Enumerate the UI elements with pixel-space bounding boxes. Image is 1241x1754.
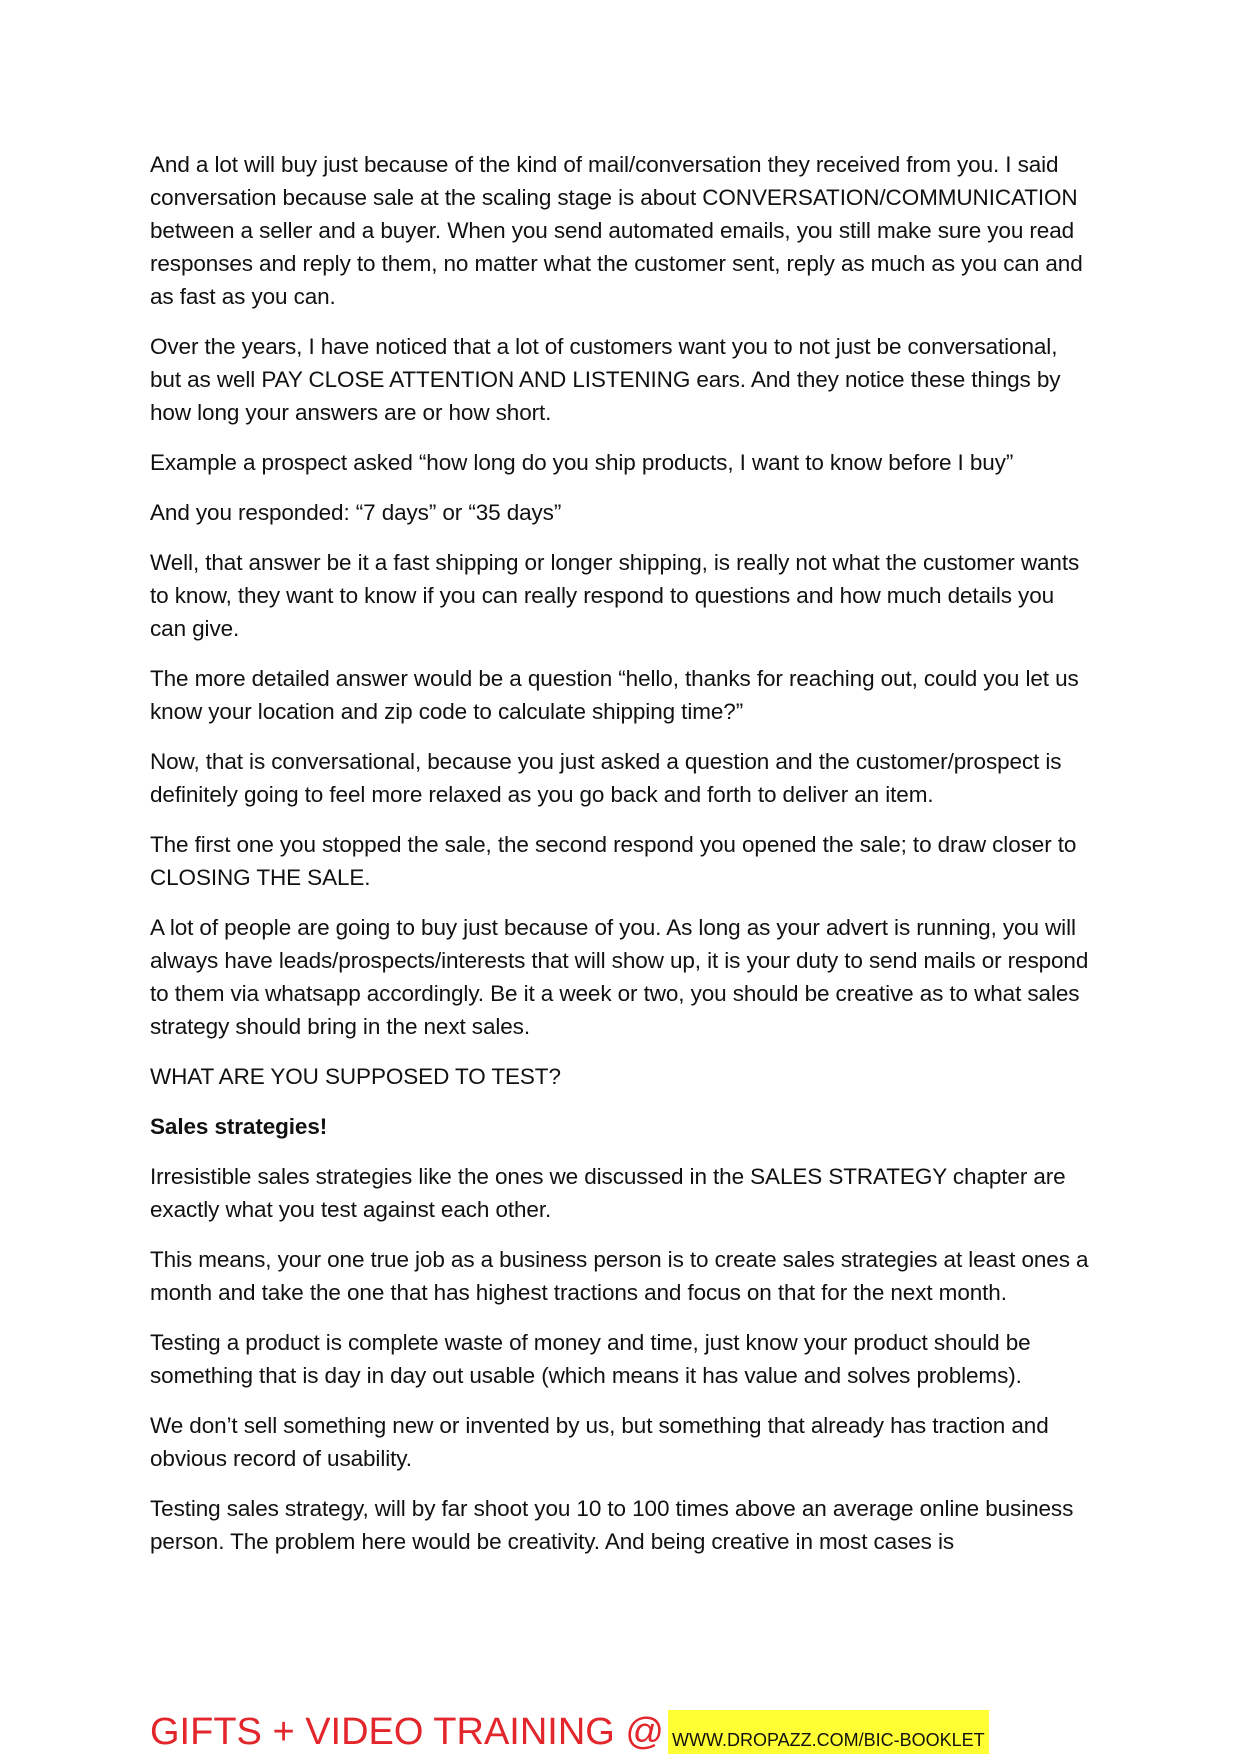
paragraph: This means, your one true job as a business person is to create sales strategies at least ones a month and take the one that has highest tractions and focus on that for the next month. <box>150 1247 1089 1305</box>
paragraph: And a lot will buy just because of the kind of mail/conversation they received from you. I said conversation because sale at the scaling stage is about CONVERSATION/COMMUNICATION between a seller and a buyer. When you send automated emails, you still make sure you read responses and reply to them, no matter what the customer sent, reply as much as you can and as fast as you can. <box>150 152 1083 309</box>
section-heading: Sales strategies! <box>150 1114 328 1139</box>
body-text <box>150 148 1090 1575</box>
footer-promo-text: GIFTS + VIDEO TRAINING @ <box>150 1711 665 1753</box>
paragraph: Irresistible sales strategies like the ones we discussed in the SALES STRATEGY chapter are exactly what you test against each other. <box>150 1164 1066 1222</box>
paragraph: Well, that answer be it a fast shipping or longer shipping, is really not what the customer wants to know, they want to know if you can really respond to questions and how much details you can give. <box>150 550 1080 641</box>
paragraph: A lot of people are going to buy just because of you. As long as your advert is running, you will always have leads/prospects/interests that will show up, it is your duty to send mails or respond to them via whatsapp accordingly. Be it a week or two, you should be creative as to what sales strategy should bring in the next sales. <box>150 915 1089 1039</box>
footer-website-link[interactable]: WWW.DROPAZZ.COM/BIC-BOOKLET <box>668 1710 989 1754</box>
paragraph: Testing sales strategy, will by far shoot you 10 to 100 times above an average online business person. The problem here would be creativity. And being creative in most cases is <box>150 1496 1074 1554</box>
paragraph: And you responded: “7 days” or “35 days” <box>150 500 562 525</box>
paragraph: The first one you stopped the sale, the second respond you opened the sale; to draw closer to CLOSING THE SALE. <box>150 832 1077 890</box>
paragraph: The more detailed answer would be a question “hello, thanks for reaching out, could you let us know your location and zip code to calculate shipping time?” <box>150 666 1079 724</box>
paragraph: Now, that is conversational, because you just asked a question and the customer/prospect is definitely going to feel more relaxed as you go back and forth to deliver an item. <box>150 749 1062 807</box>
paragraph: Testing a product is complete waste of money and time, just know your product should be something that is day in day out usable (which means it has value and solves problems). <box>150 1330 1031 1388</box>
paragraph: Example a prospect asked “how long do you ship products, I want to know before I buy” <box>150 450 1014 475</box>
paragraph: We don’t sell something new or invented by us, but something that already has traction and obvious record of usability. <box>150 1413 1049 1471</box>
paragraph: Over the years, I have noticed that a lot of customers want you to not just be conversational, but as well PAY CLOSE ATTENTION AND LISTENING ears. And they notice these things by how long your answers are or how short. <box>150 334 1061 425</box>
footer-banner <box>150 1710 1150 1754</box>
section-question: WHAT ARE YOU SUPPOSED TO TEST? <box>150 1064 561 1089</box>
